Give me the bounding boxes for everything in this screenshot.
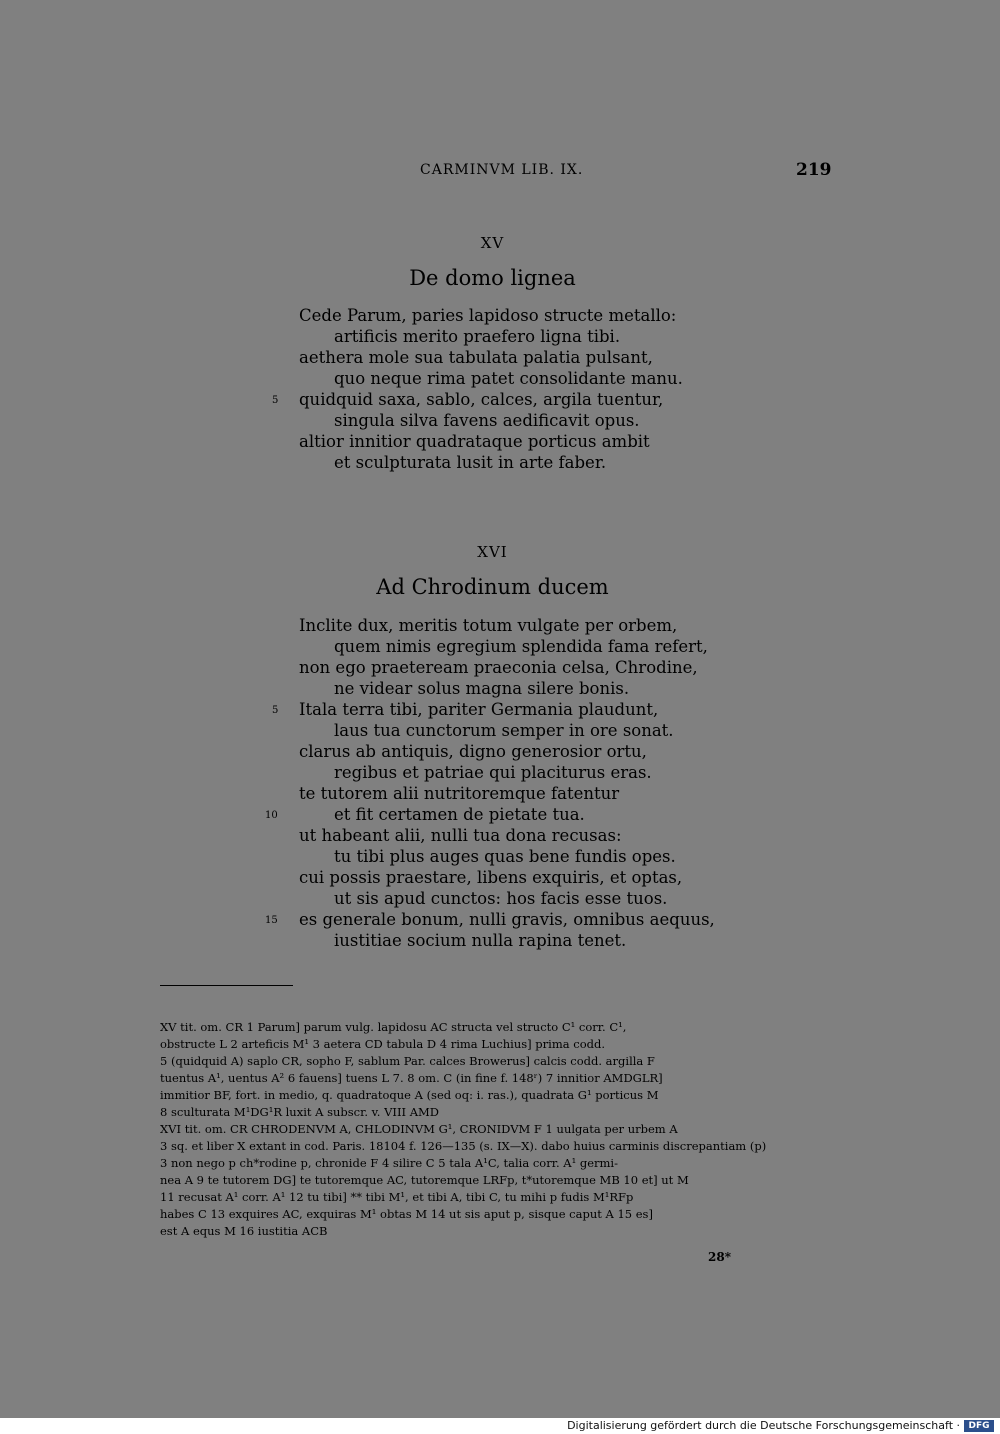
verse-line: ut habeant alii, nulli tua dona recusas: bbox=[299, 826, 622, 845]
verse-line: iustitiae socium nulla rapina tenet. bbox=[334, 931, 627, 950]
poem-numeral-xv: XV bbox=[480, 234, 505, 252]
page-number: 219 bbox=[796, 160, 832, 180]
apparatus-line: immitior BF, fort. in medio, q. quadratoque A (sed oq: i. ras.), quadrata G¹ porticus M bbox=[160, 1088, 659, 1102]
verse-line: clarus ab antiquis, digno generosior ortu, bbox=[299, 742, 647, 761]
verse-line: es generale bonum, nulli gravis, omnibus aequus, bbox=[299, 910, 715, 929]
apparatus-line: obstructe L 2 arteficis M¹ 3 aetera CD tabula D 4 rima Luchius] prima codd. bbox=[160, 1037, 606, 1051]
apparatus-line: 5 (quidquid A) saplo CR, sopho F, sablum Par. calces Browerus] calcis codd. argilla F bbox=[160, 1054, 655, 1068]
verse-line: tu tibi plus auges quas bene fundis opes. bbox=[334, 847, 676, 866]
apparatus-line: 8 sculturata M¹DG¹R luxit A subscr. v. VIII AMD bbox=[160, 1105, 440, 1119]
dfg-logo-icon: DFG bbox=[964, 1420, 994, 1432]
apparatus-line: 3 non nego p ch*rodine p, chronide F 4 silire C 5 tala A¹C, talia corr. A¹ germi- bbox=[160, 1156, 618, 1170]
verse-line: Inclite dux, meritis totum vulgate per orbem, bbox=[299, 616, 678, 635]
verse-line: Cede Parum, paries lapidoso structe metallo: bbox=[299, 306, 677, 325]
verse-line: ne videar solus magna silere bonis. bbox=[334, 679, 630, 698]
apparatus-line: XVI tit. om. CR CHRODENVM A, CHLODINVM G¹, CRONIDVM F 1 uulgata per urbem A bbox=[160, 1122, 678, 1136]
verse-line: Itala terra tibi, pariter Germania plaudunt, bbox=[299, 700, 659, 719]
footer-bar bbox=[0, 1418, 1000, 1434]
line-number: 10 bbox=[265, 810, 278, 821]
verse-line: quo neque rima patet consolidante manu. bbox=[334, 369, 683, 388]
apparatus-line: 11 recusat A¹ corr. A¹ 12 tu tibi] ** tibi M¹, et tibi A, tibi C, tu mihi p fudis M¹RFp bbox=[160, 1190, 634, 1204]
poem-title-xvi: Ad Chrodinum ducem bbox=[376, 575, 609, 599]
apparatus-line: nea A 9 te tutorem DG] te tutoremque AC, tutoremque LRFp, t*utoremque MB 10 et] ut M bbox=[160, 1173, 689, 1187]
verse-line: et fit certamen de pietate tua. bbox=[334, 805, 585, 824]
verse-line: regibus et patriae qui placiturus eras. bbox=[334, 763, 652, 782]
verse-line: te tutorem alii nutritoremque fatentur bbox=[299, 784, 620, 803]
verse-line: laus tua cunctorum semper in ore sonat. bbox=[334, 721, 674, 740]
verse-line: non ego praeteream praeconia celsa, Chrodine, bbox=[299, 658, 698, 677]
apparatus-line: habes C 13 exquires AC, exquiras M¹ obtas M 14 ut sis aput p, sisque caput A 15 es] bbox=[160, 1207, 653, 1221]
funding-credit: Digitalisierung gefördert durch die Deutsche Forschungsgemeinschaft · bbox=[567, 1419, 960, 1432]
verse-line: quem nimis egregium splendida fama refert, bbox=[334, 637, 708, 656]
signature-mark: 28* bbox=[708, 1250, 731, 1264]
verse-line: et sculpturata lusit in arte faber. bbox=[334, 453, 607, 472]
poem-numeral-xvi: XVI bbox=[477, 543, 508, 561]
line-number: 5 bbox=[272, 705, 279, 716]
poem-title-xv: De domo lignea bbox=[409, 266, 576, 290]
verse-line: artificis merito praefero ligna tibi. bbox=[334, 327, 621, 346]
line-number: 15 bbox=[265, 915, 278, 926]
apparatus-line: est A equs M 16 iustitia ACB bbox=[160, 1224, 328, 1238]
verse-line: ut sis apud cunctos: hos facis esse tuos. bbox=[334, 889, 668, 908]
apparatus-line: 3 sq. et liber X extant in cod. Paris. 18104 f. 126—135 (s. IX—X). dabo huius carminis discrepantiam (p) bbox=[160, 1139, 767, 1153]
verse-line: altior innitior quadrataque porticus ambit bbox=[299, 432, 650, 451]
verse-line: singula silva favens aedificavit opus. bbox=[334, 411, 640, 430]
page-header bbox=[0, 160, 1000, 184]
line-number: 5 bbox=[272, 395, 279, 406]
verse-line: aethera mole sua tabulata palatia pulsant, bbox=[299, 348, 653, 367]
apparatus-line: XV tit. om. CR 1 Parum] parum vulg. lapidosu AC structa vel structo C¹ corr. C¹, bbox=[160, 1020, 627, 1034]
apparatus-divider bbox=[160, 985, 293, 986]
verse-line: cui possis praestare, libens exquiris, et optas, bbox=[299, 868, 683, 887]
apparatus-line: tuentus A¹, uentus A² 6 fauens] tuens L 7. 8 om. C (in fine f. 148ʳ) 7 innitior AMDGLR] bbox=[160, 1071, 663, 1085]
running-title: CARMINVM LIB. IX. bbox=[420, 162, 584, 178]
verse-line: quidquid saxa, sablo, calces, argila tuentur, bbox=[299, 390, 664, 409]
